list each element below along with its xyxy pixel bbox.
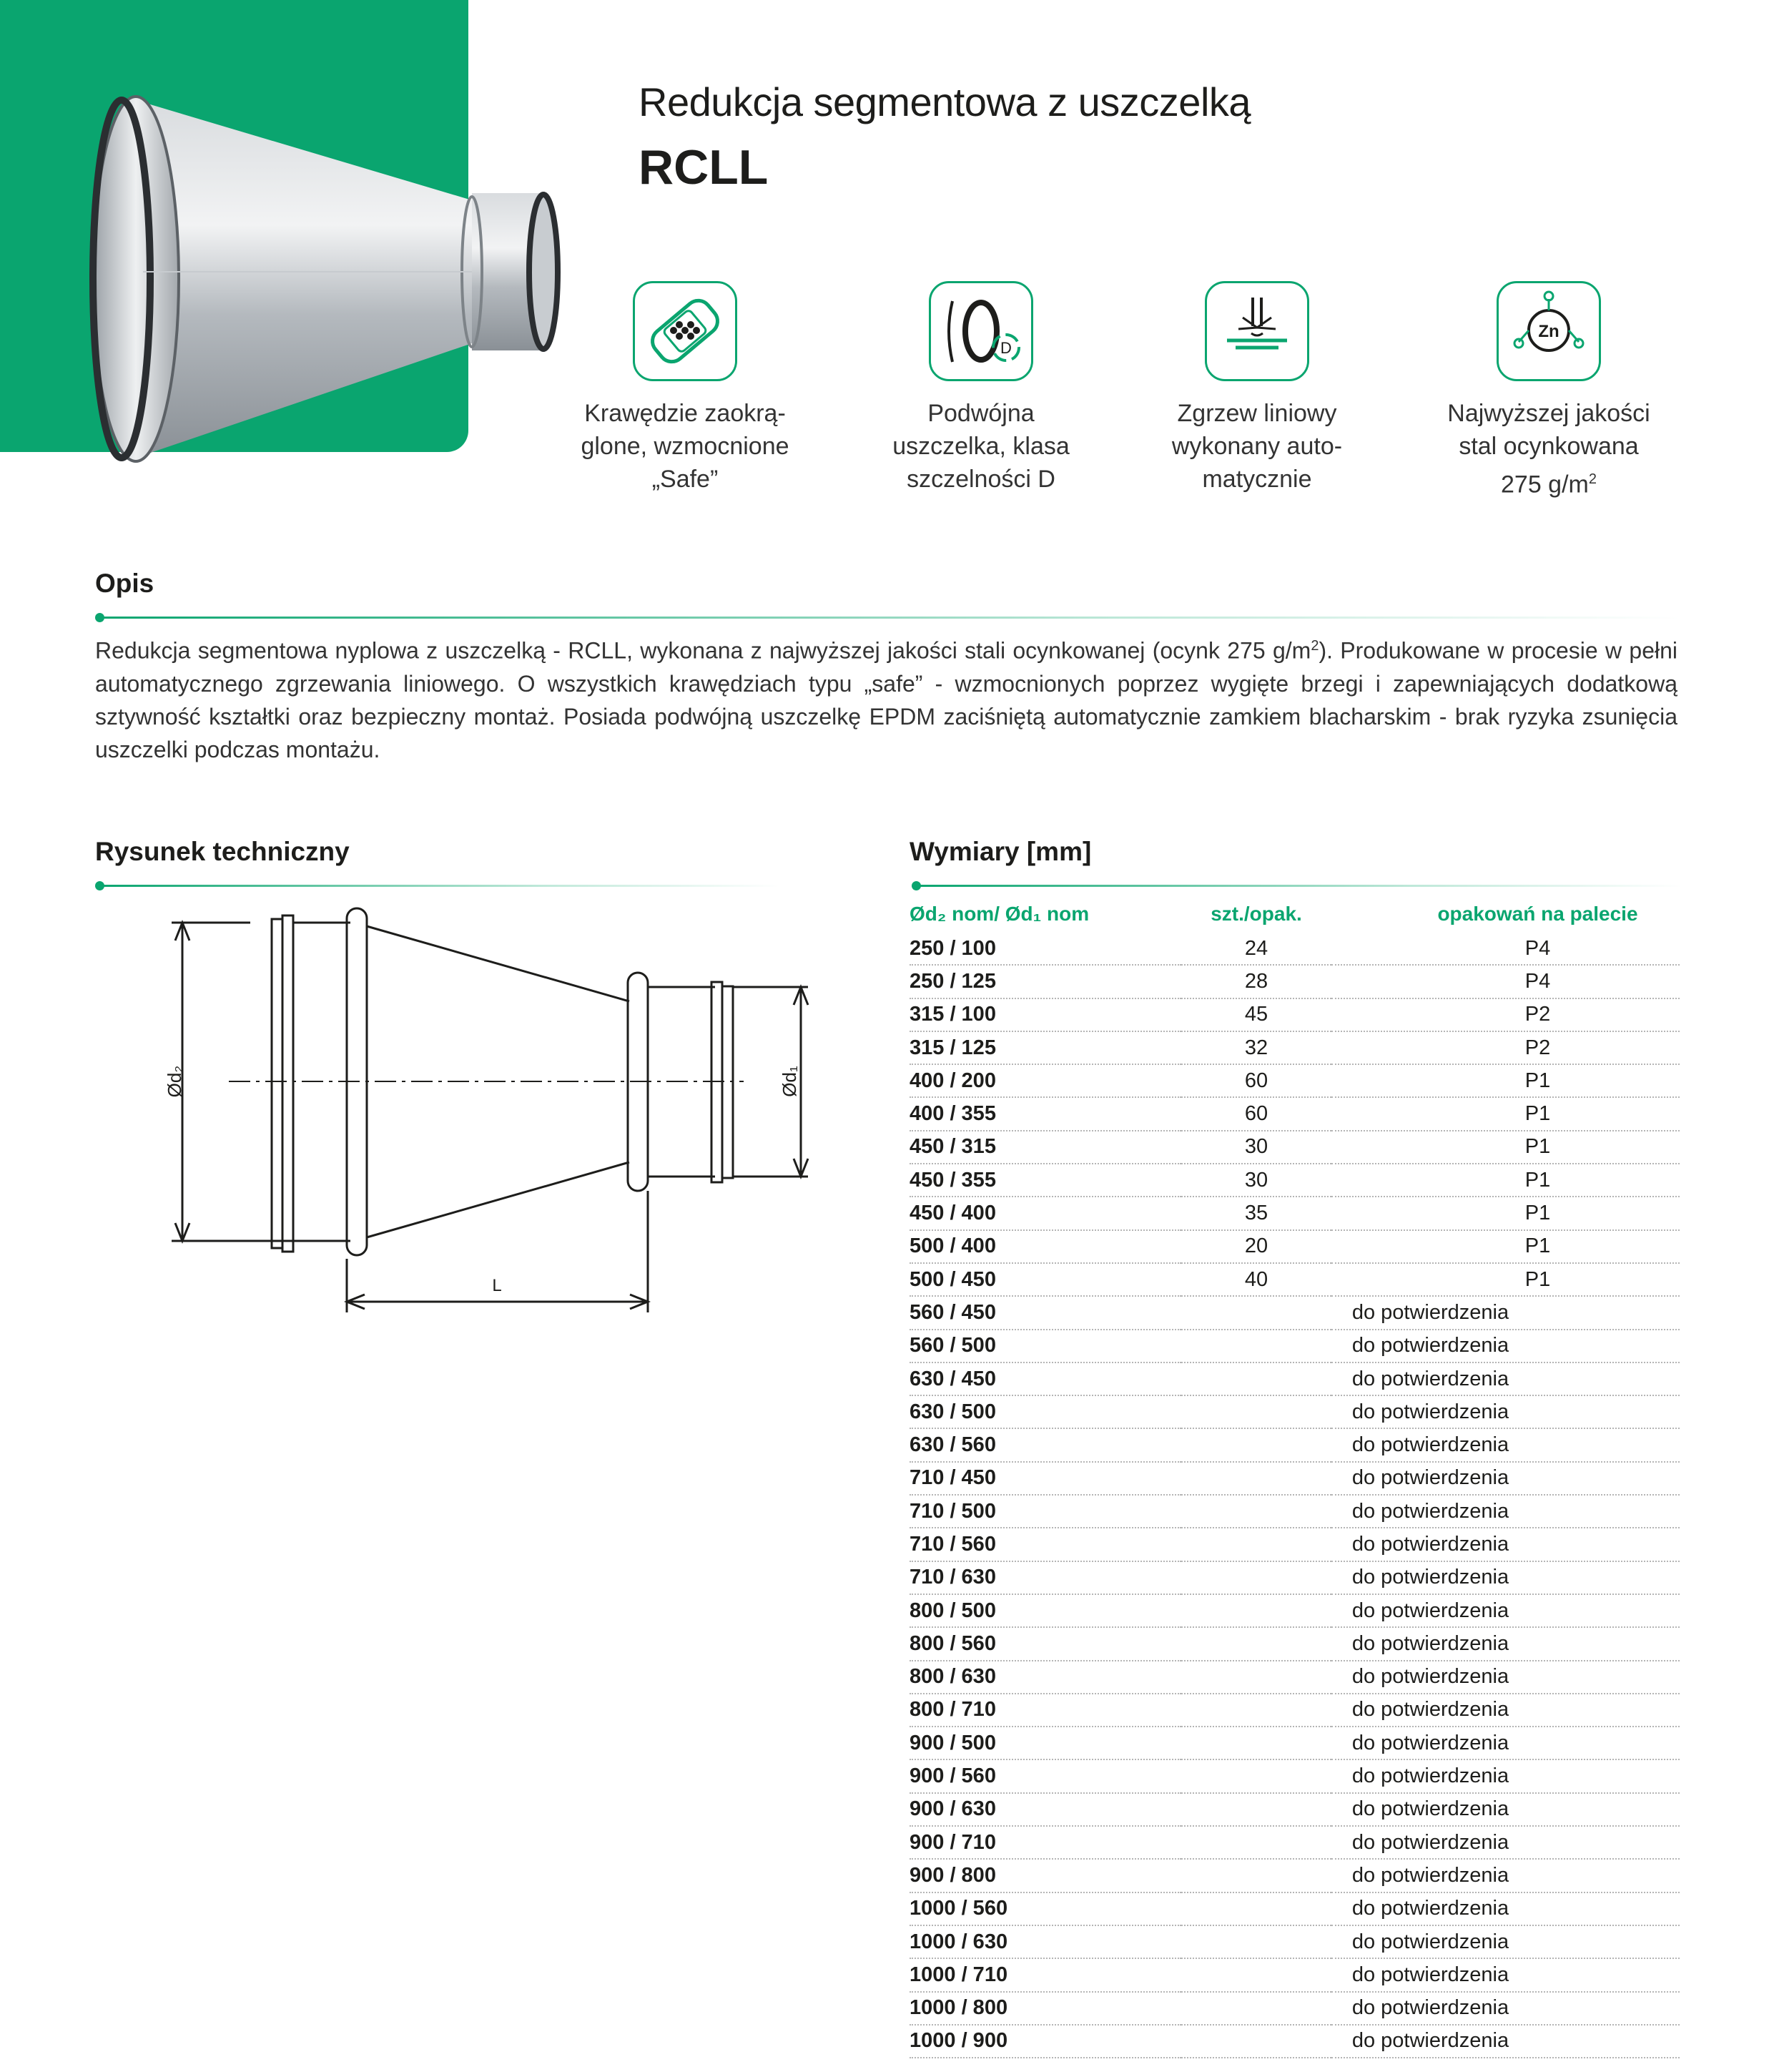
cell-to-confirm: do potwierdzenia — [1181, 1727, 1680, 1759]
table-row — [910, 1495, 1680, 1528]
feature-zinc-text: Najwyższej jakości stal ocynkowana 275 $g/m^2$ — [1447, 400, 1650, 499]
cell-pieces: 20 — [1181, 1230, 1331, 1263]
label-d2: Ød₂ — [164, 1065, 185, 1098]
cell-diameter: 710 / 500 — [910, 1495, 1181, 1528]
cell-diameter: 1000 / 710 — [910, 1958, 1181, 1991]
cell-diameter: 800 / 630 — [910, 1661, 1181, 1694]
table-row — [910, 1826, 1680, 1859]
cell-diameter: 1000 / 900 — [910, 2025, 1181, 2058]
feature-weld-text: Zgrzew liniowy wykonany auto- matycznie — [1171, 400, 1343, 493]
feature-double-gasket-text: Podwójna uszczelka, klasa szczelności D — [892, 400, 1070, 493]
cell-diameter: 560 / 450 — [910, 1296, 1181, 1329]
cell-pieces: 35 — [1181, 1197, 1331, 1229]
table-header-row — [910, 895, 1680, 933]
table-row — [910, 1594, 1680, 1627]
weld-icon — [1205, 281, 1309, 381]
cell-to-confirm: do potwierdzenia — [1181, 2025, 1680, 2058]
cell-diameter: 315 / 100 — [910, 998, 1181, 1031]
cell-pieces: 28 — [1181, 965, 1331, 998]
cell-diameter: 500 / 400 — [910, 1230, 1181, 1263]
table-row — [910, 1661, 1680, 1694]
cell-diameter: 450 / 315 — [910, 1131, 1181, 1164]
table-row — [910, 1694, 1680, 1727]
page-subtitle: Redukcja segmentowa z uszczelką — [639, 79, 1251, 124]
cell-diameter: 630 / 560 — [910, 1428, 1181, 1461]
cell-diameter: 450 / 400 — [910, 1197, 1181, 1229]
cell-to-confirm: do potwierdzenia — [1181, 1362, 1680, 1395]
table-row — [910, 1925, 1680, 1958]
cell-to-confirm: do potwierdzenia — [1181, 1462, 1680, 1495]
cell-pallet: P1 — [1331, 1164, 1680, 1197]
table-row — [910, 2025, 1680, 2058]
cell-diameter: 800 / 500 — [910, 1594, 1181, 1627]
label-l: L — [492, 1276, 502, 1295]
cell-diameter: 710 / 560 — [910, 1528, 1181, 1561]
cell-pallet: P2 — [1331, 998, 1680, 1031]
zinc-icon — [1497, 281, 1601, 381]
cell-to-confirm: do potwierdzenia — [1181, 1528, 1680, 1561]
description-text: Redukcja segmentowa nyplowa z uszczelką - RCLL, wykonana z najwyższej jakości stali ocynkowanej (ocynk 275 $g/m^2$). Produkowane w procesie w pełni automatycznego zgrzewania liniowego. O wszystkich krawędziach typu „safe” - wzmocnionych poprzez wygięte brzegi i zapewniających dodatkową sztywność kształtki oraz bezpieczny montaż. Posiada podwójną uszczelkę EPDM zaciśniętą automatycznie zamkiem blacharskim - brak ryzyka zsunięcia uszczelki podczas montażu. — [95, 637, 1678, 762]
table-row — [910, 1759, 1680, 1792]
rounded-edge-icon — [633, 281, 737, 381]
table-row — [910, 1164, 1680, 1197]
table-row — [910, 933, 1680, 965]
cell-diameter: 710 / 630 — [910, 1561, 1181, 1594]
cell-pieces: 40 — [1181, 1263, 1331, 1296]
cell-to-confirm: do potwierdzenia — [1181, 1296, 1680, 1329]
cell-diameter: 630 / 500 — [910, 1395, 1181, 1428]
cell-diameter: 800 / 560 — [910, 1627, 1181, 1660]
cell-pallet: P4 — [1331, 965, 1680, 998]
cell-diameter: 1000 / 630 — [910, 1925, 1181, 1958]
cell-pallet: P1 — [1331, 1097, 1680, 1130]
dimensions-table — [910, 895, 1680, 2058]
table-row — [910, 1793, 1680, 1826]
table-row — [910, 1958, 1680, 1991]
cell-diameter: 250 / 125 — [910, 965, 1181, 998]
cell-diameter: 900 / 560 — [910, 1759, 1181, 1792]
cell-to-confirm: do potwierdzenia — [1181, 1958, 1680, 1991]
table-row — [910, 1561, 1680, 1594]
cell-pieces: 60 — [1181, 1097, 1331, 1130]
column-header-pallet: opakowań na palecie — [1437, 903, 1638, 925]
table-row — [910, 1064, 1680, 1097]
cell-to-confirm: do potwierdzenia — [1181, 1859, 1680, 1892]
cell-to-confirm: do potwierdzenia — [1181, 1661, 1680, 1694]
table-row — [910, 1296, 1680, 1329]
cell-diameter: 800 / 710 — [910, 1694, 1181, 1727]
cell-pieces: 45 — [1181, 998, 1331, 1031]
column-header-diameter: Ød₂ nom/ Ød₁ nom — [910, 903, 1090, 925]
cell-diameter: 900 / 630 — [910, 1793, 1181, 1826]
cell-to-confirm: do potwierdzenia — [1181, 1561, 1680, 1594]
table-row — [910, 1992, 1680, 2025]
cell-diameter: 315 / 125 — [910, 1031, 1181, 1064]
cell-to-confirm: do potwierdzenia — [1181, 1428, 1680, 1461]
cell-pallet: P1 — [1331, 1131, 1680, 1164]
cell-pieces: 30 — [1181, 1164, 1331, 1197]
cell-to-confirm: do potwierdzenia — [1181, 1495, 1680, 1528]
column-header-pieces: szt./opak. — [1211, 903, 1302, 925]
table-row — [910, 965, 1680, 998]
cell-to-confirm: do potwierdzenia — [1181, 1925, 1680, 1958]
double-gasket-icon — [929, 281, 1033, 381]
cell-diameter: 900 / 800 — [910, 1859, 1181, 1892]
product-photo — [72, 57, 572, 486]
cell-to-confirm: do potwierdzenia — [1181, 1694, 1680, 1727]
cell-to-confirm: do potwierdzenia — [1181, 1826, 1680, 1859]
cell-to-confirm: do potwierdzenia — [1181, 1594, 1680, 1627]
table-row — [910, 1428, 1680, 1461]
cell-pallet: P1 — [1331, 1263, 1680, 1296]
table-row — [910, 998, 1680, 1031]
cell-diameter: 450 / 355 — [910, 1164, 1181, 1197]
product-code: RCLL — [639, 140, 769, 195]
table-row — [910, 1197, 1680, 1229]
zinc-label: Zn — [1538, 322, 1559, 341]
table-row — [910, 1362, 1680, 1395]
cell-diameter: 560 / 500 — [910, 1330, 1181, 1362]
table-row — [910, 1031, 1680, 1064]
cell-diameter: 1000 / 800 — [910, 1992, 1181, 2025]
cell-pieces: 24 — [1181, 933, 1331, 965]
svg-text:D: D — [1000, 339, 1012, 357]
table-row — [910, 1263, 1680, 1296]
drawing-rule — [100, 885, 779, 887]
cell-pallet: P1 — [1331, 1064, 1680, 1097]
cell-diameter: 900 / 500 — [910, 1727, 1181, 1759]
table-row — [910, 1330, 1680, 1362]
cell-diameter: 400 / 355 — [910, 1097, 1181, 1130]
technical-drawing — [143, 898, 829, 1327]
cell-to-confirm: do potwierdzenia — [1181, 1759, 1680, 1792]
cell-diameter: 630 / 450 — [910, 1362, 1181, 1395]
table-row — [910, 1230, 1680, 1263]
cell-pieces: 60 — [1181, 1064, 1331, 1097]
cell-to-confirm: do potwierdzenia — [1181, 1330, 1680, 1362]
table-row — [910, 1097, 1680, 1130]
cell-to-confirm: do potwierdzenia — [1181, 1395, 1680, 1428]
cell-diameter: 400 / 200 — [910, 1064, 1181, 1097]
table-row — [910, 1859, 1680, 1892]
table-row — [910, 1131, 1680, 1164]
table-row — [910, 1528, 1680, 1561]
cell-pallet: P1 — [1331, 1230, 1680, 1263]
cell-to-confirm: do potwierdzenia — [1181, 1892, 1680, 1925]
cell-to-confirm: do potwierdzenia — [1181, 1627, 1680, 1660]
cell-pieces: 32 — [1181, 1031, 1331, 1064]
cell-pallet: P4 — [1331, 933, 1680, 965]
drawing-heading: Rysunek techniczny — [95, 837, 350, 866]
cell-diameter: 900 / 710 — [910, 1826, 1181, 1859]
cell-diameter: 500 / 450 — [910, 1263, 1181, 1296]
description-rule — [100, 617, 1680, 619]
table-row — [910, 1627, 1680, 1660]
cell-pallet: P2 — [1331, 1031, 1680, 1064]
table-row — [910, 1727, 1680, 1759]
cell-pieces: 30 — [1181, 1131, 1331, 1164]
table-row — [910, 1462, 1680, 1495]
table-row — [910, 1892, 1680, 1925]
cell-pallet: P1 — [1331, 1197, 1680, 1229]
description-heading: Opis — [95, 569, 154, 598]
feature-rounded-edges-text: Krawędzie zaokrą- glone, wzmocnione „Safe” — [581, 400, 789, 493]
cell-to-confirm: do potwierdzenia — [1181, 1793, 1680, 1826]
table-row — [910, 1395, 1680, 1428]
cell-to-confirm: do potwierdzenia — [1181, 1992, 1680, 2025]
cell-diameter: 250 / 100 — [910, 933, 1181, 965]
cell-diameter: 1000 / 560 — [910, 1892, 1181, 1925]
dimensions-rule — [917, 885, 1682, 887]
label-d1: Ød₁ — [779, 1066, 800, 1097]
dimensions-heading: Wymiary [mm] — [910, 837, 1092, 866]
cell-diameter: 710 / 450 — [910, 1462, 1181, 1495]
